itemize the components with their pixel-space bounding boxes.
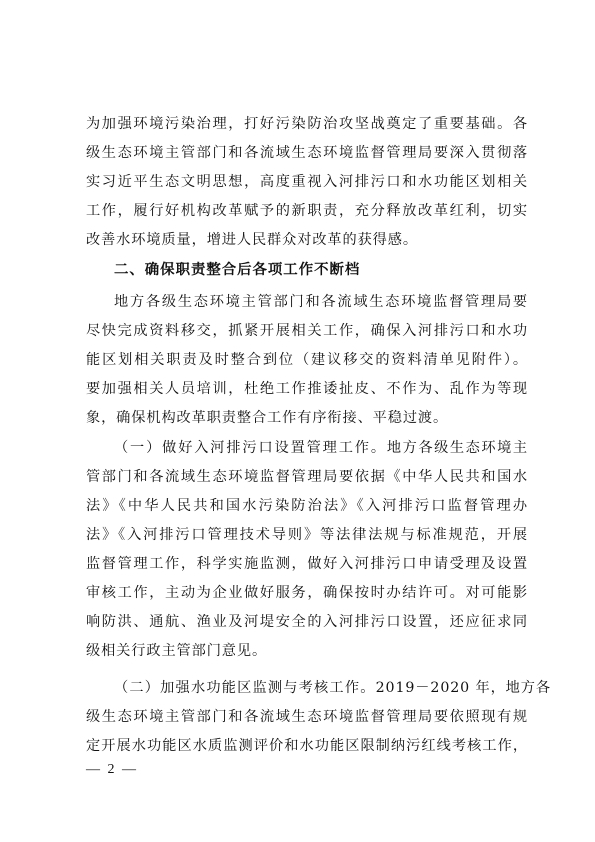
text-line: 管部门和各流域生态环境监督管理局要依据《中华人民共和国水 xyxy=(86,469,528,485)
subsection-heading: （二）加强水功能区监测与考核工作。 xyxy=(114,680,376,696)
text-line: 级生态环境主管部门和各流域生态环境监督管理局要依照现有规 xyxy=(86,709,528,725)
text-line: 响防洪、通航、渔业及河堤安全的入河排污口设置，还应征求同 xyxy=(86,614,528,630)
text-line: 级相关行政主管部门意见。 xyxy=(86,643,268,659)
text-line: 改善水环境质量，增进人民群众对改革的获得感。 xyxy=(86,232,418,248)
text-line: 实习近平生态文明思想，高度重视入河排污口和水功能区划相关 xyxy=(86,174,528,190)
text-line: 为加强环境污染治理，打好污染防治攻坚战奠定了重要基础。各 xyxy=(86,116,528,132)
text-line: 法》《入河排污口管理技术导则》等法律法规与标准规范，开展 xyxy=(86,527,528,543)
text-line: 定开展水功能区水质监测评价和水功能区限制纳污红线考核工作， xyxy=(86,738,528,754)
text-line xyxy=(86,674,551,703)
text-line: 审核工作，主动为企业做好服务，确保按时办结许可。对可能影 xyxy=(86,585,528,601)
page-number: — 2 — xyxy=(86,762,138,777)
text-line: 要加强相关人员培训，杜绝工作推诿扯皮、不作为、乱作为等现 xyxy=(86,381,528,397)
text-line: 象，确保机构改革职责整合工作有序衔接、平稳过渡。 xyxy=(86,410,449,426)
text-line: 法》《中华人民共和国水污染防治法》《入河排污口监督管理办 xyxy=(86,498,528,514)
text-line: 工作，履行好机构改革赋予的新职责，充分释放改革红利，切实 xyxy=(86,203,528,219)
text-line: 地方各级生态环境主管部门和各流域生态环境监督管理局要 xyxy=(114,294,528,310)
text-line xyxy=(86,434,528,463)
paragraph-continuation xyxy=(86,110,528,255)
section-heading: 二、确保职责整合后各项工作不断档 xyxy=(114,262,361,278)
text-line: 能区划相关职责及时整合到位（建议移交的资料清单见附件）。 xyxy=(86,352,528,368)
text-fragment: 地方各级生态环境主 xyxy=(386,440,528,456)
text-fragment: 2019－2020 年，地方各 xyxy=(375,680,551,696)
subsection-heading: （一）做好入河排污口设置管理工作。 xyxy=(114,440,387,456)
paragraph-outfall-management xyxy=(86,434,528,666)
text-line: 级生态环境主管部门和各流域生态环境监督管理局要深入贯彻落 xyxy=(86,145,528,161)
text-line: 尽快完成资料移交，抓紧开展相关工作，确保入河排污口和水功 xyxy=(86,323,528,339)
text-line: 监督管理工作，科学实施监测，做好入河排污口申请受理及设置 xyxy=(86,556,528,572)
paragraph-responsibilities xyxy=(86,288,528,433)
paragraph-water-function-zones xyxy=(86,674,551,761)
